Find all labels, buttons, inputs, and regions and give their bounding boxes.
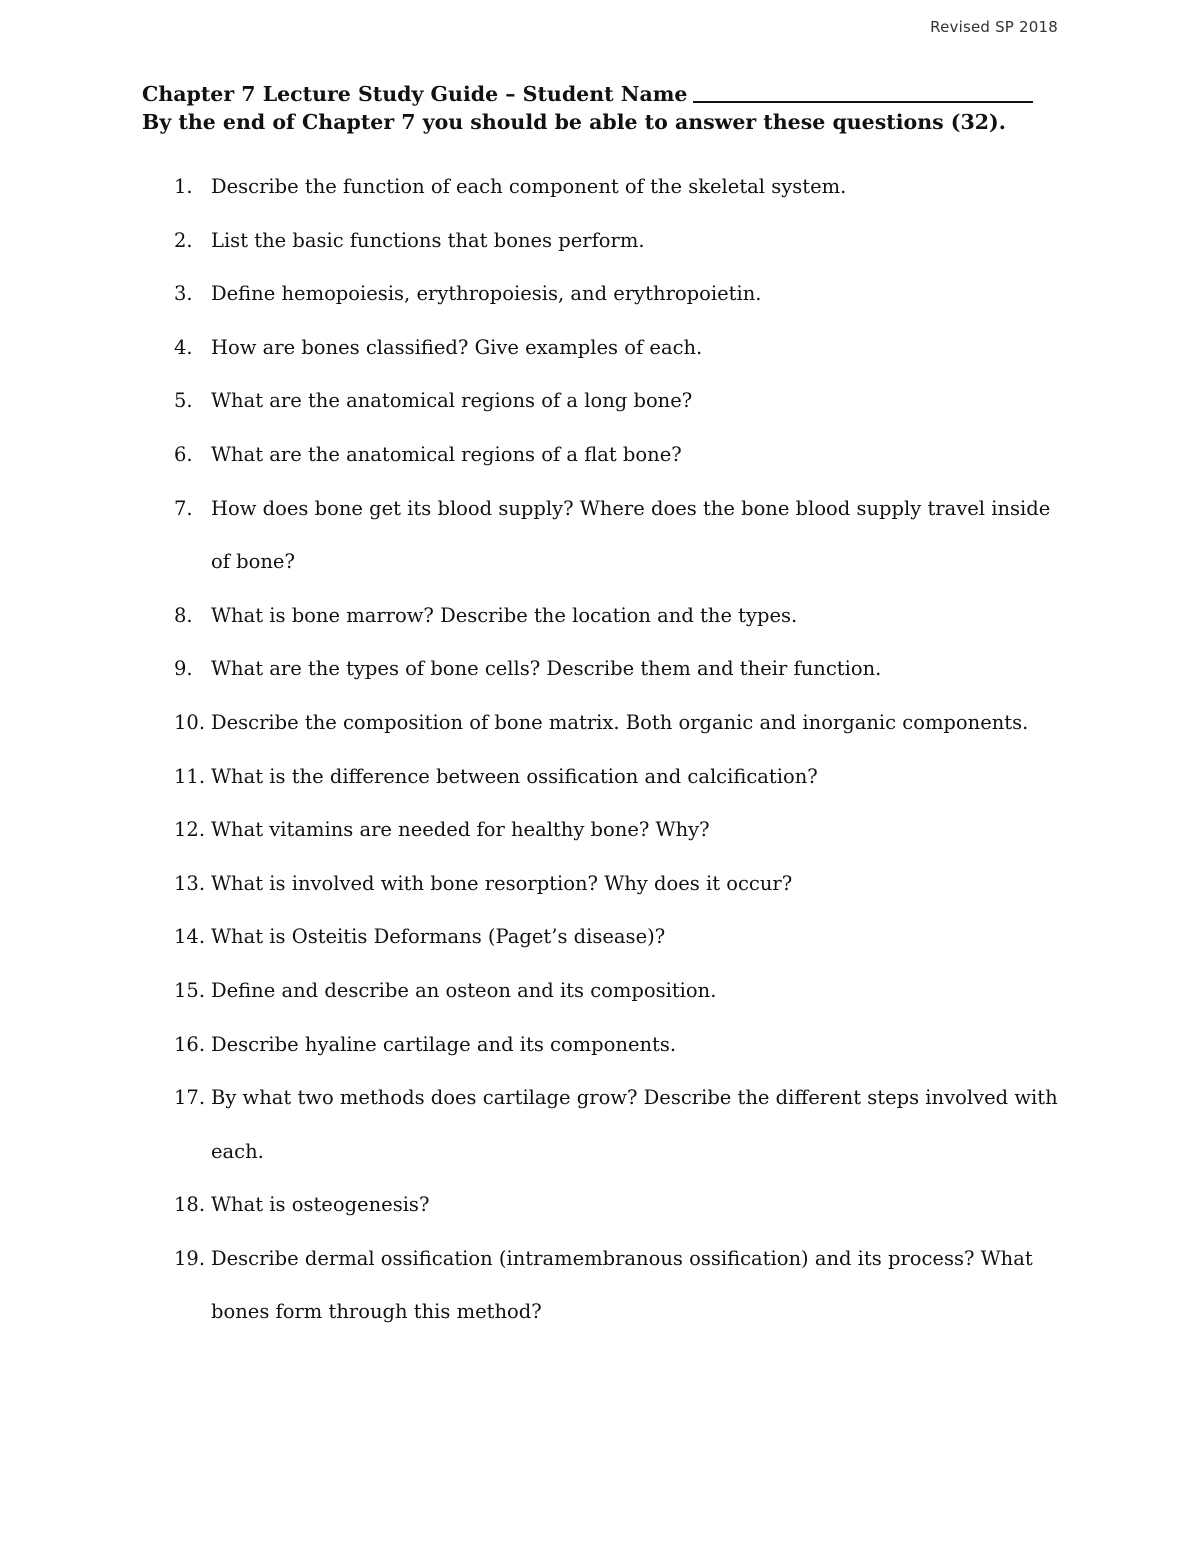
question-number: 14. bbox=[174, 925, 206, 949]
question-text: List the basic functions that bones perform. bbox=[211, 228, 645, 252]
question-text: What is the difference between ossification and calcification? bbox=[211, 764, 818, 788]
question-item bbox=[0, 857, 1200, 911]
question-item bbox=[0, 321, 1200, 375]
question-item bbox=[0, 160, 1200, 214]
question-number: 19. bbox=[174, 1246, 206, 1270]
question-item bbox=[0, 482, 1200, 589]
question-number: 5. bbox=[174, 389, 193, 413]
question-text: Describe the function of each component of the skeletal system. bbox=[211, 175, 847, 198]
question-item bbox=[0, 696, 1200, 750]
question-text: How are bones classified? Give examples of each. bbox=[211, 335, 703, 359]
student-name-blank[interactable] bbox=[693, 81, 1033, 103]
question-item bbox=[0, 589, 1200, 643]
question-number: 12. bbox=[174, 818, 206, 842]
document-heading bbox=[142, 80, 1062, 136]
question-text: Describe hyaline cartilage and its components. bbox=[211, 1032, 677, 1056]
question-item bbox=[0, 1178, 1200, 1232]
question-number: 16. bbox=[174, 1032, 206, 1056]
question-text: What are the anatomical regions of a flat bone? bbox=[211, 442, 682, 466]
question-text: What are the types of bone cells? Describe them and their function. bbox=[211, 657, 882, 681]
question-number: 11. bbox=[174, 764, 206, 788]
question-text: What is involved with bone resorption? Why does it occur? bbox=[211, 871, 793, 895]
question-text: Describe the composition of bone matrix. Both organic and inorganic components. bbox=[211, 710, 1029, 734]
question-text: Describe dermal ossification (intramembranous ossification) and its process? What bones form through this method? bbox=[211, 1246, 1033, 1324]
question-number: 1. bbox=[174, 175, 193, 198]
question-number: 8. bbox=[174, 603, 193, 627]
question-text: What are the anatomical regions of a long bone? bbox=[211, 389, 693, 413]
question-item bbox=[0, 1232, 1200, 1339]
question-item bbox=[0, 642, 1200, 696]
question-item bbox=[0, 374, 1200, 428]
question-list bbox=[0, 160, 1200, 1339]
question-text: What is bone marrow? Describe the location and the types. bbox=[211, 603, 798, 627]
title-line-1 bbox=[142, 80, 1062, 108]
question-item bbox=[0, 1071, 1200, 1178]
question-item bbox=[0, 267, 1200, 321]
question-item bbox=[0, 1018, 1200, 1072]
question-number: 2. bbox=[174, 228, 193, 252]
question-number: 18. bbox=[174, 1193, 206, 1217]
question-item bbox=[0, 750, 1200, 804]
question-number: 17. bbox=[174, 1086, 206, 1110]
question-number: 7. bbox=[174, 496, 193, 520]
question-number: 15. bbox=[174, 978, 206, 1002]
question-text: What is osteogenesis? bbox=[211, 1193, 430, 1217]
question-item bbox=[0, 428, 1200, 482]
title-line-2: By the end of Chapter 7 you should be able to answer these questions (32). bbox=[142, 110, 1006, 134]
question-text: What vitamins are needed for healthy bone? Why? bbox=[211, 818, 710, 842]
question-number: 13. bbox=[174, 871, 206, 895]
revision-note: Revised SP 2018 bbox=[930, 18, 1058, 36]
question-item bbox=[0, 910, 1200, 964]
question-item bbox=[0, 803, 1200, 857]
question-number: 9. bbox=[174, 657, 193, 681]
question-number: 6. bbox=[174, 442, 193, 466]
question-text: Define hemopoiesis, erythropoiesis, and erythropoietin. bbox=[211, 282, 762, 306]
question-text: How does bone get its blood supply? Where does the bone blood supply travel inside of bone? bbox=[211, 496, 1051, 574]
title-text: Chapter 7 Lecture Study Guide – Student Name bbox=[142, 82, 688, 106]
question-item bbox=[0, 964, 1200, 1018]
question-number: 4. bbox=[174, 335, 193, 359]
question-number: 10. bbox=[174, 710, 206, 734]
question-text: What is Osteitis Deformans (Paget’s disease)? bbox=[211, 925, 666, 949]
question-number: 3. bbox=[174, 282, 193, 306]
question-item bbox=[0, 214, 1200, 268]
question-text: Define and describe an osteon and its composition. bbox=[211, 978, 717, 1002]
question-text: By what two methods does cartilage grow? Describe the different steps involved with each. bbox=[211, 1086, 1058, 1163]
